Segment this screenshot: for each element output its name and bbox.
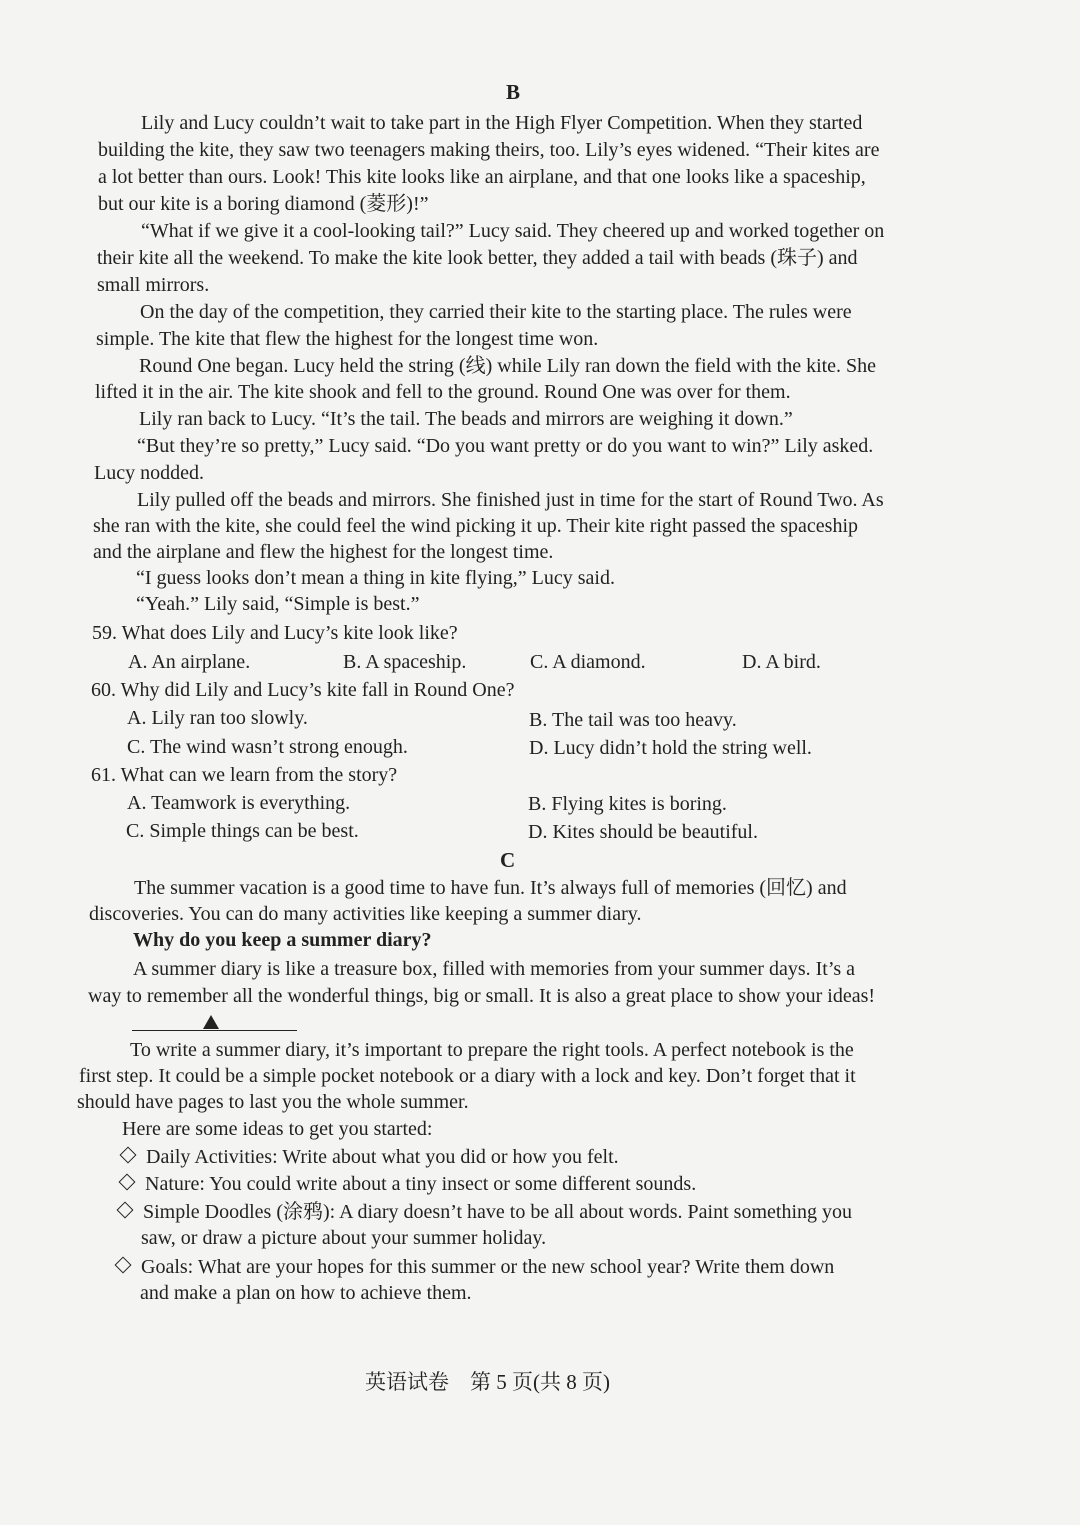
c-why-line: A summer diary is like a treasure box, filled with memories from your summer days. It’s a: [133, 958, 856, 980]
q60-option-b: B. The tail was too heavy.: [529, 709, 737, 731]
c-intro-line: The summer vacation is a good time to have fun. It’s always full of memories (回忆) and: [134, 877, 847, 899]
q60-option-c: C. The wind wasn’t strong enough.: [127, 736, 408, 758]
q60-option-d: D. Lucy didn’t hold the string well.: [529, 737, 812, 759]
b-line: On the day of the competition, they carried their kite to the starting place. The rules were: [140, 301, 852, 323]
q61-option-c: C. Simple things can be best.: [126, 820, 359, 842]
q61-option-d: D. Kites should be beautiful.: [528, 821, 758, 843]
b-line: “But they’re so pretty,” Lucy said. “Do you want pretty or do you want to win?” Lily asked.: [137, 435, 874, 457]
idea-item: [117, 1254, 834, 1281]
c-tools-line: To write a summer diary, it’s important to prepare the right tools. A perfect notebook is the: [130, 1039, 854, 1061]
b-line: and the airplane and flew the highest for the longest time.: [93, 541, 554, 563]
b-line: Lily ran back to Lucy. “It’s the tail. The beads and mirrors are weighing it down.”: [139, 408, 793, 430]
q59-option-a: A. An airplane.: [128, 651, 251, 673]
idea-item: [119, 1199, 852, 1226]
b-line: “I guess looks don’t mean a thing in kite flying,” Lucy said.: [136, 567, 615, 589]
idea-text: Goals: What are your hopes for this summer or the new school year? Write them down: [141, 1256, 835, 1278]
diamond-bullet-icon: [119, 1174, 136, 1191]
question-60-stem: 60. Why did Lily and Lucy’s kite fall in Round One?: [91, 679, 515, 701]
c-tools-line: should have pages to last you the whole summer.: [77, 1091, 469, 1113]
b-line: Lily and Lucy couldn’t wait to take part in the High Flyer Competition. When they started: [141, 112, 863, 134]
diamond-bullet-icon: [120, 1147, 137, 1164]
q61-option-a: A. Teamwork is everything.: [127, 792, 351, 814]
c-ideas-intro: Here are some ideas to get you started:: [122, 1118, 433, 1140]
b-line: Lucy nodded.: [94, 462, 204, 484]
idea-item: [122, 1144, 619, 1171]
b-line: lifted it in the air. The kite shook and fell to the ground. Round One was over for them.: [95, 381, 791, 403]
blank-marker-icon: [203, 1015, 219, 1029]
question-61-stem: 61. What can we learn from the story?: [91, 764, 398, 786]
question-59-stem: 59. What does Lily and Lucy’s kite look like?: [92, 622, 458, 644]
idea-text: Nature: You could write about a tiny insect or some different sounds.: [145, 1173, 697, 1195]
q59-option-d: D. A bird.: [742, 651, 821, 673]
b-line: their kite all the weekend. To make the kite look better, they added a tail with beads (珠子) and: [97, 247, 858, 269]
section-b-heading: B: [506, 80, 521, 104]
c-intro-line: discoveries. You can do many activities like keeping a summer diary.: [89, 903, 642, 925]
b-line: small mirrors.: [97, 274, 210, 296]
q59-option-c: C. A diamond.: [530, 651, 646, 673]
b-line: “Yeah.” Lily said, “Simple is best.”: [136, 593, 420, 615]
idea-text: Simple Doodles (涂鸦): A diary doesn’t have to be all about words. Paint something you: [143, 1201, 852, 1223]
b-line: Lily pulled off the beads and mirrors. She finished just in time for the start of Round Two. As: [137, 489, 884, 511]
idea-text-continued: saw, or draw a picture about your summer holiday.: [141, 1227, 547, 1249]
c-tools-line: first step. It could be a simple pocket notebook or a diary with a lock and key. Don’t forget that it: [79, 1065, 856, 1087]
b-line: a lot better than ours. Look! This kite looks like an airplane, and that one looks like a spaceship,: [98, 166, 866, 188]
diamond-bullet-icon: [117, 1202, 134, 1219]
q59-option-b: B. A spaceship.: [343, 651, 467, 673]
b-line: she ran with the kite, she could feel the wind picking it up. Their kite right passed the spaceship: [93, 515, 858, 537]
b-line: but our kite is a boring diamond (菱形)!”: [98, 193, 429, 215]
diamond-bullet-icon: [115, 1257, 132, 1274]
b-line: Round One began. Lucy held the string (线) while Lily ran down the field with the kite. She: [139, 355, 877, 377]
b-line: building the kite, they saw two teenagers making theirs, too. Lily’s eyes widened. “Their kites are: [98, 139, 880, 161]
answer-blank-line: [132, 1030, 297, 1031]
idea-item: [121, 1171, 696, 1198]
section-c-heading: C: [500, 848, 516, 872]
idea-text-continued: and make a plan on how to achieve them.: [140, 1282, 472, 1304]
b-line: “What if we give it a cool-looking tail?” Lucy said. They cheered up and worked together on: [141, 220, 885, 242]
b-line: simple. The kite that flew the highest for the longest time won.: [96, 328, 599, 350]
q61-option-b: B. Flying kites is boring.: [528, 793, 727, 815]
c-subheading: Why do you keep a summer diary?: [133, 929, 432, 951]
page-footer: 英语试卷 第 5 页(共 8 页): [365, 1370, 610, 1394]
c-why-line: way to remember all the wonderful things, big or small. It is also a great place to show your ideas!: [88, 985, 876, 1007]
q60-option-a: A. Lily ran too slowly.: [127, 707, 308, 729]
idea-text: Daily Activities: Write about what you did or how you felt.: [146, 1146, 619, 1168]
